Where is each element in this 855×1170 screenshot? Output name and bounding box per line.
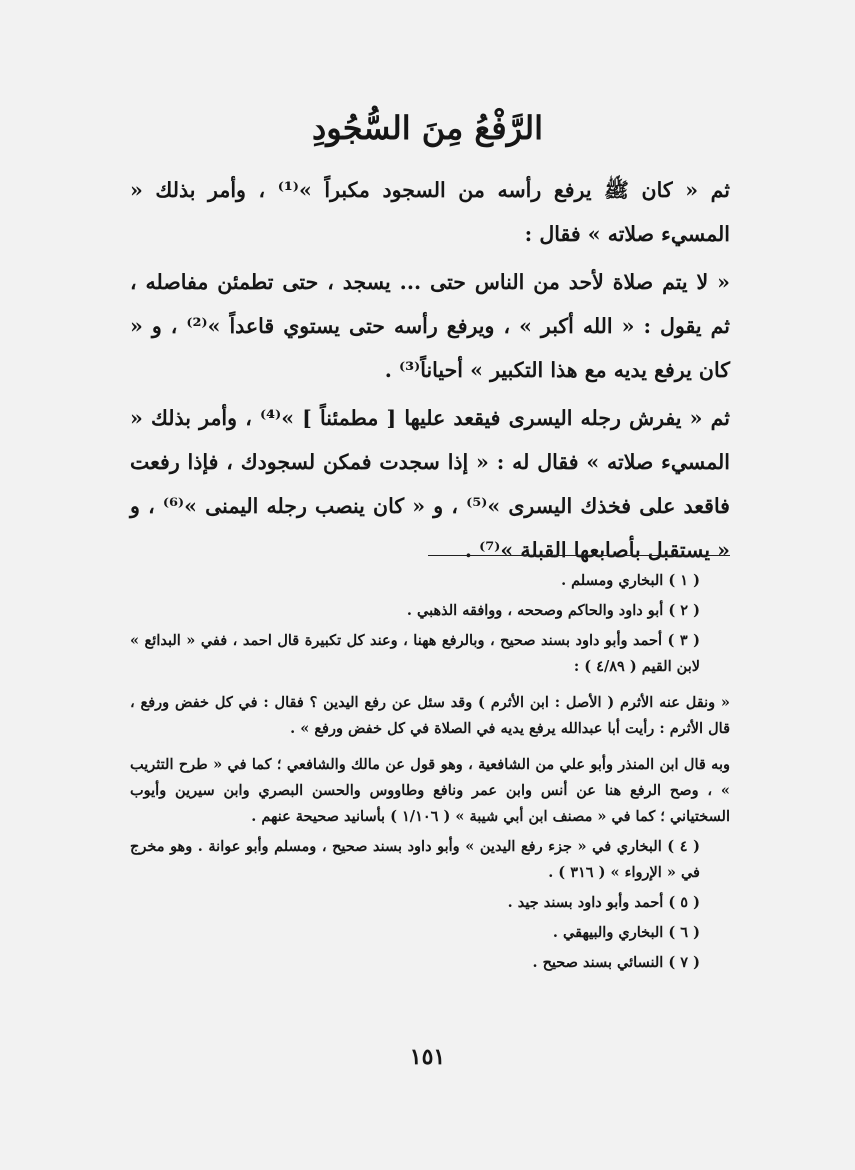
footnote-quote: « ونقل عنه الأثرم ( الأصل : ابن الأثرم ) وقد سئل عن رفع اليدين ؟ فقال : في كل خفض ورفع ، قال الأثرم : رأيت أبا عبدالله يرفع يديه في الصلاة في كل خفض ورفع » . [130, 694, 730, 737]
footnote-divider [428, 555, 730, 556]
footnotes [130, 568, 730, 980]
footnote: ( ٦ ) البخاري والبيهقي . [552, 924, 700, 941]
footnote-commentary: وبه قال ابن المنذر وأبو علي من الشافعية ، وهو قول عن مالك والشافعي ؛ كما في « طرح التثريب » ، وصح الرفع هنا عن أنس وابن عمر ونافع وطاووس والحسن البصري وابن سيرين وأيوب السختياني ؛ كما في « مصنف ابن أبي شيبة » ( ١/١٠٦ ) بأسانيد صحيحة عنهم . [130, 756, 730, 825]
paragraph: « لا يتم صلاة لأحد من الناس حتى ... يسجد ، حتى تطمئن مفاصله ، ثم يقول : « الله أكبر » ، ويرفع رأسه حتى يستوي قاعداً »⁽²⁾ ، و « كان يرفع يديه مع هذا التكبير » أحياناً⁽³⁾ . [130, 270, 730, 382]
footnote: ( ١ ) البخاري ومسلم . [561, 572, 700, 589]
footnote: ( ٥ ) أحمد وأبو داود بسند جيد . [507, 894, 700, 911]
section-title: الرَّفْعُ مِنَ السُّجُودِ [311, 109, 544, 147]
paragraph: ثم « يفرش رجله اليسرى فيقعد عليها [ مطمئناً ] »⁽⁴⁾ ، وأمر بذلك « المسيء صلاته » فقال له : « إذا سجدت فمكن لسجودك ، فإذا رفعت فاقعد على فخذك اليسرى »⁽⁵⁾ ، و « كان ينصب رجله اليمنى »⁽⁶⁾ ، و « يستقبل بأصابعها القبلة »⁽⁷⁾ . [130, 406, 730, 562]
footnote: ( ٢ ) أبو داود والحاكم وصححه ، ووافقه الذهبي . [406, 602, 700, 619]
footnote: ( ٣ ) أحمد وأبو داود بسند صحيح ، وبالرفع ههنا ، وعند كل تكبيرة قال احمد ، ففي « البدائع » لابن القيم ( ٤/٨٩ ) : [130, 632, 700, 675]
footnote: ( ٤ ) البخاري في « جزء رفع اليدين » وأبو داود بسند صحيح ، ومسلم وأبو عوانة . وهو مخرج في « الإرواء » ( ٣١٦ ) . [130, 838, 700, 881]
paragraph: ثم « كان ﷺ يرفع رأسه من السجود مكبراً »⁽¹⁾ ، وأمر بذلك « المسيء صلاته » فقال : [130, 178, 730, 246]
main-text [130, 168, 730, 586]
page-number: ١٥١ [409, 1044, 446, 1070]
footnote: ( ٧ ) النسائي بسند صحيح . [532, 954, 700, 971]
